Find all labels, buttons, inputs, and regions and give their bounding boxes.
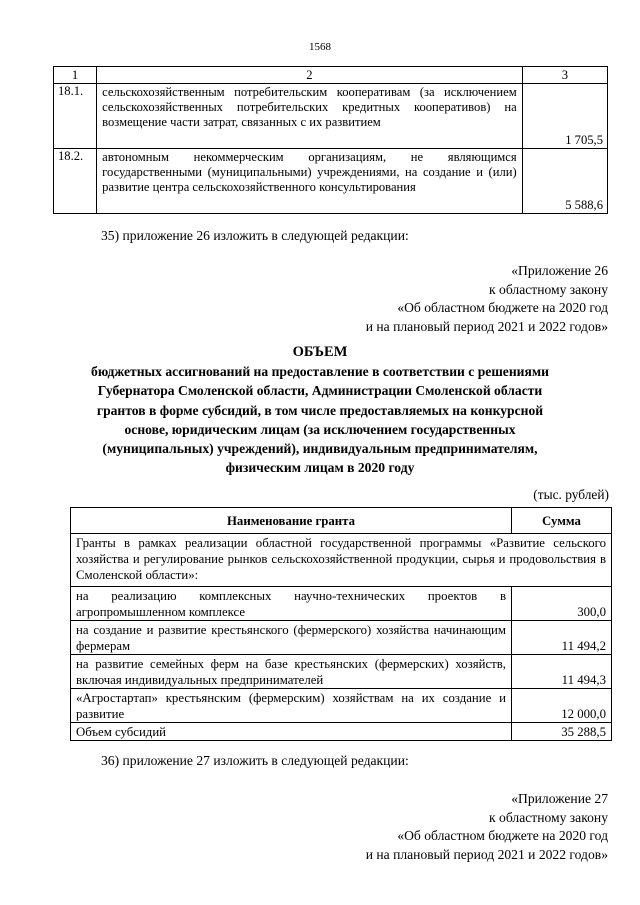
table-row — [71, 689, 612, 723]
table-row — [71, 621, 612, 655]
title-line: (муниципальных) учреждений), индивидуальным предпринимателям, — [102, 441, 538, 457]
row-number: 18.1. — [54, 84, 97, 149]
grant-sum: 11 494,3 — [512, 655, 612, 689]
header-sum: Сумма — [512, 508, 612, 534]
table-row — [71, 655, 612, 689]
appendix-27-reference — [366, 790, 608, 864]
appendix-line: и на плановый период 2021 и 2022 годов» — [365, 846, 608, 862]
appendix-line: «Приложение 26 — [511, 263, 608, 278]
appendix-line: к областному закону — [489, 809, 608, 825]
unit-label: (тыс. рублей) — [533, 487, 609, 502]
grant-sum: 11 494,2 — [512, 621, 612, 655]
table-header-row — [71, 508, 612, 534]
title-line: бюджетных ассигнований на предоставление в соответствии с решениями — [91, 364, 549, 380]
continuation-table — [53, 66, 608, 214]
column-header-1: 1 — [54, 67, 97, 84]
grant-sum: 12 000,0 — [512, 689, 612, 723]
paragraph-35: 35) приложение 26 изложить в следующей редакции: — [101, 228, 409, 243]
table-header-row — [54, 67, 608, 84]
row-text: автономным некоммерческим организациям, не являющимся государственными (муниципальными) учреждениями, на создание и (или) развитие центра сельскохозяйственного консультирования — [97, 149, 523, 214]
appendix-line: «Об областном бюджете на 2020 год — [397, 828, 608, 843]
row-text: сельскохозяйственным потребительским кооперативам (за исключением сельскохозяйственных потребительских кредитных кооперативов) на возмещение части затрат, связанных с их развитием — [97, 84, 523, 149]
table-row — [71, 587, 612, 621]
title-line: физическим лицам в 2020 году — [225, 460, 415, 476]
grant-name: «Агростартап» крестьянским (фермерским) хозяйствам на их создание и развитие — [71, 689, 512, 723]
appendix-line: к областному закону — [489, 281, 608, 297]
total-label: Объем субсидий — [71, 723, 512, 741]
column-header-2: 2 — [97, 67, 523, 84]
grant-name: на развитие семейных ферм на базе крестьянских (фермерских) хозяйств, включая индивидуальных предпринимателей — [71, 655, 512, 689]
title-line: грантов в форме субсидий, в том числе предоставляемых на конкурсной — [96, 402, 544, 418]
row-number: 18.2. — [54, 149, 97, 214]
grant-sum: 300,0 — [512, 587, 612, 621]
program-description: Гранты в рамках реализации областной государственной программы «Развитие сельского хозяйства и регулирование рынков сельскохозяйственной продукции, сырья и продовольствия в Смоленской области»: — [71, 534, 612, 587]
grant-name: на реализацию комплексных научно-технических проектов в агропромышленном комплексе — [71, 587, 512, 621]
column-header-3: 3 — [522, 67, 607, 84]
table-row — [54, 149, 608, 214]
appendix-line: «Приложение 27 — [511, 791, 608, 806]
row-sum: 1 705,5 — [522, 84, 607, 149]
title-line: основе, юридическим лицам (за исключением государственных — [124, 421, 516, 437]
paragraph-36: 36) приложение 27 изложить в следующей редакции: — [101, 753, 409, 768]
row-sum: 5 588,6 — [522, 149, 607, 214]
appendix-26-reference — [366, 262, 608, 336]
document-title — [0, 343, 640, 477]
header-grant-name: Наименование гранта — [71, 508, 512, 534]
page-number: 1568 — [309, 41, 331, 53]
appendix-line: и на плановый период 2021 и 2022 годов» — [365, 318, 608, 334]
total-sum: 35 288,5 — [512, 723, 612, 741]
total-row — [71, 723, 612, 741]
program-row — [71, 534, 612, 587]
title-line: Губернатора Смоленской области, Администрации Смоленской области — [97, 383, 543, 399]
grant-name: на создание и развитие крестьянского (фермерского) хозяйства начинающим фермерам — [71, 621, 512, 655]
appendix-line: «Об областном бюджете на 2020 год — [397, 300, 608, 315]
grants-table — [70, 507, 612, 741]
table-row — [54, 84, 608, 149]
title-heading: ОБЪЕМ — [292, 344, 348, 360]
